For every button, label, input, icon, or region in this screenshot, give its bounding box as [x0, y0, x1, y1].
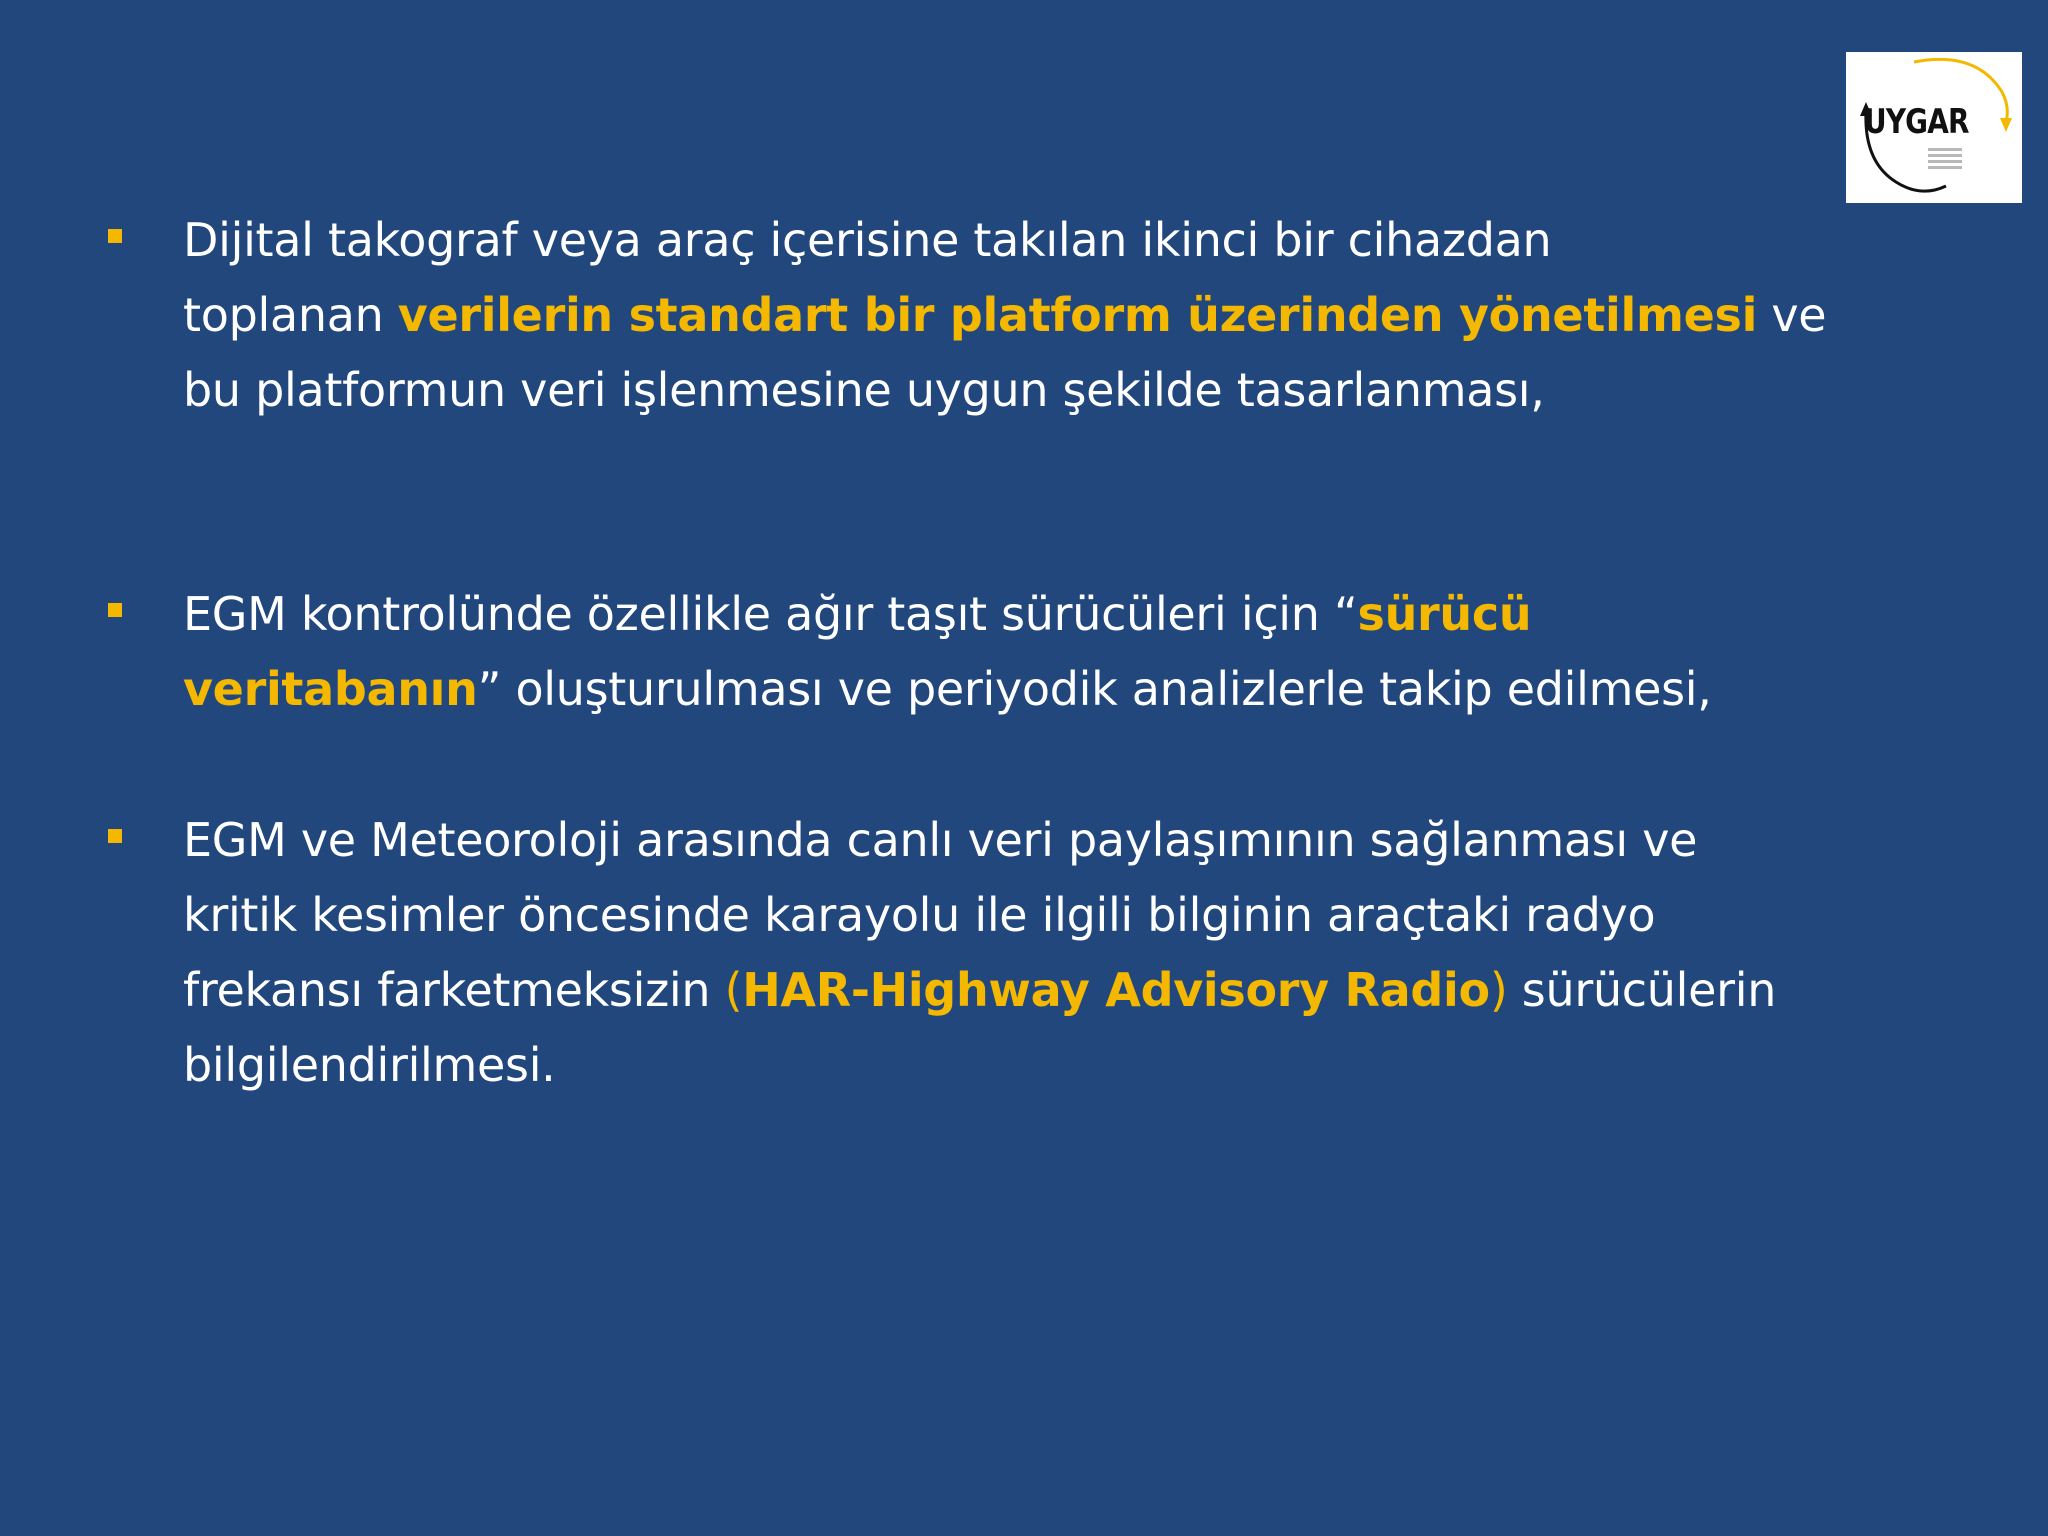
bullet-1-line-2-pre: toplanan — [183, 288, 398, 342]
bullet-1-line-1: Dijital takograf veya araç içerisine takılan ikinci bir cihazdan — [183, 213, 1552, 267]
bullet-2-line-2 — [183, 652, 1923, 727]
bullet-square-icon — [108, 829, 122, 843]
bullet-1-text — [183, 203, 1923, 428]
bullet-3-line-1: EGM ve Meteoroloji arasında canlı veri paylaşımının sağlanması ve — [183, 813, 1698, 867]
bullet-2-line-1 — [183, 577, 1923, 652]
bullet-1-line-2-post: ve — [1757, 288, 1827, 342]
bullet-3-line-3-pre: frekansı farketmeksizin — [183, 963, 725, 1017]
bullet-3-highlight: HAR-Highway Advisory Radio — [742, 963, 1490, 1017]
bullet-3-paren-open: ( — [724, 963, 743, 1017]
bullet-1-line-3: bu platformun veri işlenmesine uygun şekilde tasarlanması, — [183, 363, 1545, 417]
bullet-2-text — [183, 577, 1923, 727]
bullet-3-text — [183, 803, 1923, 1103]
bullet-2-highlight-b: veritabanın — [183, 662, 478, 716]
bullet-1-line-2 — [183, 278, 1923, 353]
logo-subtext — [1928, 148, 1962, 172]
uygar-logo — [1846, 52, 2022, 203]
bullet-1-highlight: verilerin standart bir platform üzerinden yönetilmesi — [397, 288, 1758, 342]
logo-text: UYGAR — [1864, 102, 1969, 142]
bullet-3-paren-close: ) — [1489, 963, 1508, 1017]
bullet-2-highlight-a: sürücü — [1357, 587, 1532, 641]
bullet-3-line-3 — [183, 953, 1923, 1028]
bullet-square-icon — [108, 229, 122, 243]
bullet-3-line-3-post: sürücülerin — [1507, 963, 1777, 1017]
bullet-3-line-2: kritik kesimler öncesinde karayolu ile ilgili bilginin araçtaki radyo — [183, 888, 1656, 942]
bullet-2-line-1-pre: EGM kontrolünde özellikle ağır taşıt sürücüleri için “ — [183, 587, 1358, 641]
bullet-3-line-4: bilgilendirilmesi. — [183, 1038, 556, 1092]
bullet-2-line-2-post: ” oluşturulması ve periyodik analizlerle takip edilmesi, — [477, 662, 1712, 716]
bullet-square-icon — [108, 603, 122, 617]
